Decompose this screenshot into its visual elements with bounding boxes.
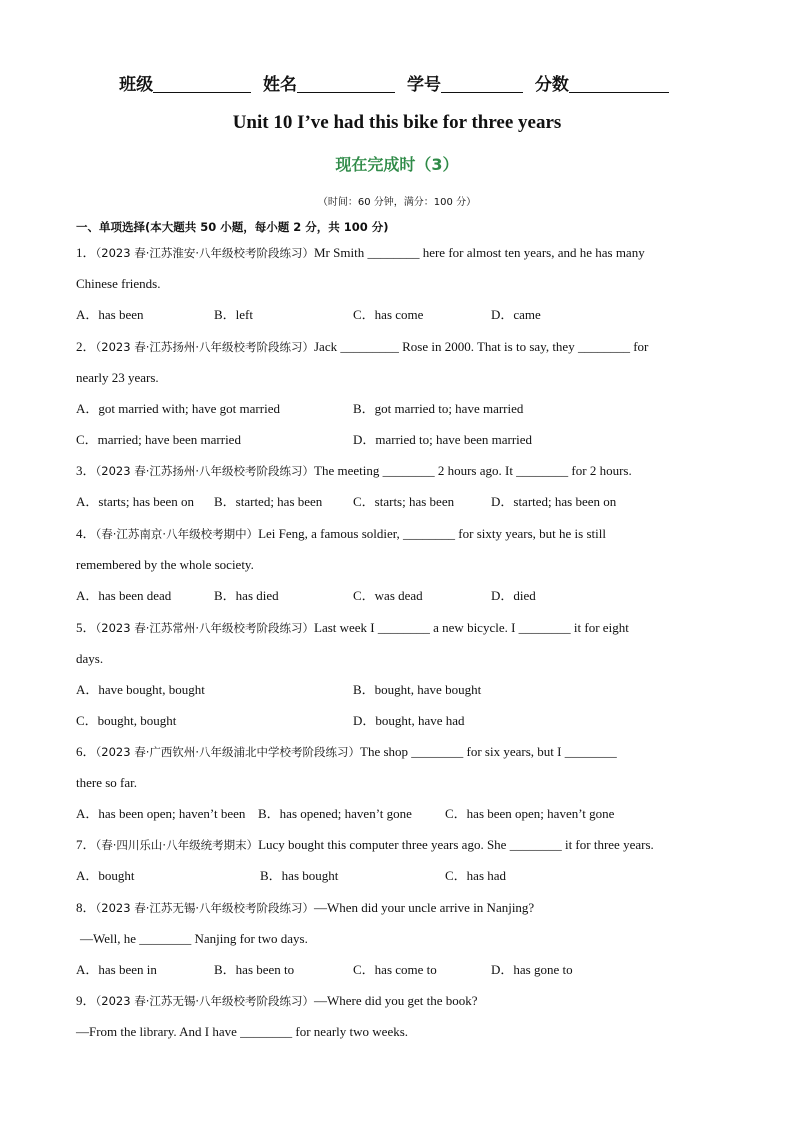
question-source: （2023 春·江苏扬州·八年级校考阶段练习） <box>95 340 314 354</box>
option-b[interactable]: B．has opened; haven’t gone <box>258 806 412 821</box>
question-text: Mr Smith ________ here for almost ten years, and he has many <box>314 245 645 260</box>
option-a[interactable]: A．have bought, bought <box>76 682 205 697</box>
option-b[interactable]: B．bought, have bought <box>353 682 482 697</box>
question-3 <box>76 463 632 479</box>
question-number: 8． <box>76 900 96 915</box>
question-text-cont: remembered by the whole society. <box>76 557 254 572</box>
question-number: 4． <box>76 526 96 541</box>
option-d[interactable]: D．came <box>491 307 541 322</box>
option-d[interactable]: D．bought, have had <box>353 713 465 728</box>
option-b[interactable]: B．left <box>214 307 253 322</box>
question-text: Lei Feng, a famous soldier, ________ for sixty years, but he is still <box>258 526 606 541</box>
option-a[interactable]: A．bought <box>76 868 135 883</box>
name-label: 姓名 <box>263 75 298 95</box>
question-text: The shop ________ for six years, but I ________ <box>360 744 617 759</box>
option-c[interactable]: C．has come to <box>353 962 437 977</box>
option-d[interactable]: D．started; has been on <box>491 494 617 509</box>
question-text: Lucy bought this computer three years ago. She ________ it for three years. <box>258 837 654 852</box>
section-title: 一、单项选择(本大题共 50 小题，每小题 2 分，共 100 分) <box>76 220 389 234</box>
option-c[interactable]: C．has been open; haven’t gone <box>445 806 615 821</box>
question-text: Jack _________ Rose in 2000. That is to say, they ________ for <box>314 339 649 354</box>
score-label: 分数 <box>534 75 569 95</box>
page-title: Unit 10 I’ve had this bike for three years <box>232 112 562 133</box>
question-source: （春·江苏南京·八年级校考期中） <box>95 527 259 541</box>
question-7 <box>76 837 654 853</box>
question-number: 3． <box>76 463 96 478</box>
time-info: （时间：60 分钟，满分：100 分） <box>317 197 477 208</box>
option-b[interactable]: B．started; has been <box>214 494 323 509</box>
question-number: 1． <box>76 245 96 260</box>
question-6 <box>76 744 617 760</box>
student-info-line <box>0 70 794 95</box>
question-source: （2023 春·江苏常州·八年级校考阶段练习） <box>95 621 314 635</box>
question-9 <box>76 993 478 1009</box>
option-c[interactable]: C．starts; has been <box>353 494 455 509</box>
option-c[interactable]: C．has come <box>353 307 424 322</box>
question-source: （2023 春·江苏无锡·八年级校考阶段练习） <box>95 901 314 915</box>
question-text: —Where did you get the book? <box>314 993 478 1008</box>
option-b[interactable]: B．has been to <box>214 962 295 977</box>
question-8 <box>76 900 534 916</box>
question-source: （2023 春·江苏无锡·八年级校考阶段练习） <box>95 994 314 1008</box>
option-d[interactable]: D．married to; have been married <box>353 432 533 447</box>
class-blank[interactable] <box>153 74 251 93</box>
option-a[interactable]: A．has been dead <box>76 588 172 603</box>
option-b[interactable]: B．got married to; have married <box>353 401 524 416</box>
question-text-cont: nearly 23 years. <box>76 370 159 385</box>
option-a[interactable]: A．has been in <box>76 962 157 977</box>
option-b[interactable]: B．has bought <box>260 868 339 883</box>
option-d[interactable]: D．has gone to <box>491 962 573 977</box>
question-text-cont: days. <box>76 651 104 666</box>
question-source: （2023 春·江苏扬州·八年级校考阶段练习） <box>95 464 314 478</box>
id-blank[interactable] <box>441 74 523 93</box>
option-c[interactable]: C．bought, bought <box>76 713 177 728</box>
question-text: —When did your uncle arrive in Nanjing? <box>314 900 535 915</box>
option-c[interactable]: C．has had <box>445 868 507 883</box>
page-subtitle: 现在完成时（3） <box>335 155 459 174</box>
question-source: （2023 春·江苏淮安·八年级校考阶段练习） <box>95 246 314 260</box>
question-5 <box>76 620 629 636</box>
question-text-cont: —From the library. And I have ________ for nearly two weeks. <box>76 1024 409 1039</box>
question-source: （2023 春·广西钦州·八年级浦北中学校考阶段练习） <box>95 745 360 759</box>
question-2 <box>76 339 648 355</box>
question-number: 6． <box>76 744 96 759</box>
question-text-cont: Chinese friends. <box>76 276 161 291</box>
option-c[interactable]: C．was dead <box>353 588 423 603</box>
option-c[interactable]: C．married; have been married <box>76 432 241 447</box>
option-a[interactable]: A．has been open; haven’t been <box>76 806 246 821</box>
question-text: Last week I ________ a new bicycle. I ________ it for eight <box>314 620 629 635</box>
question-1 <box>76 245 645 261</box>
option-d[interactable]: D．died <box>491 588 536 603</box>
option-a[interactable]: A．has been <box>76 307 144 322</box>
question-number: 5． <box>76 620 96 635</box>
question-source: （春·四川乐山·八年级统考期末） <box>95 838 259 852</box>
option-a[interactable]: A．got married with; have got married <box>76 401 280 416</box>
question-number: 7． <box>76 837 96 852</box>
question-number: 9． <box>76 993 96 1008</box>
option-b[interactable]: B．has died <box>214 588 279 603</box>
score-blank[interactable] <box>569 74 669 93</box>
question-text-cont: —Well, he ________ Nanjing for two days. <box>80 931 308 946</box>
question-4 <box>76 526 606 542</box>
id-label: 学号 <box>406 75 441 95</box>
question-text: The meeting ________ 2 hours ago. It ________ for 2 hours. <box>314 463 632 478</box>
class-label: 班级 <box>119 75 154 95</box>
option-a[interactable]: A．starts; has been on <box>76 494 195 509</box>
question-number: 2． <box>76 339 96 354</box>
question-text-cont: there so far. <box>76 775 138 790</box>
name-blank[interactable] <box>297 74 395 93</box>
